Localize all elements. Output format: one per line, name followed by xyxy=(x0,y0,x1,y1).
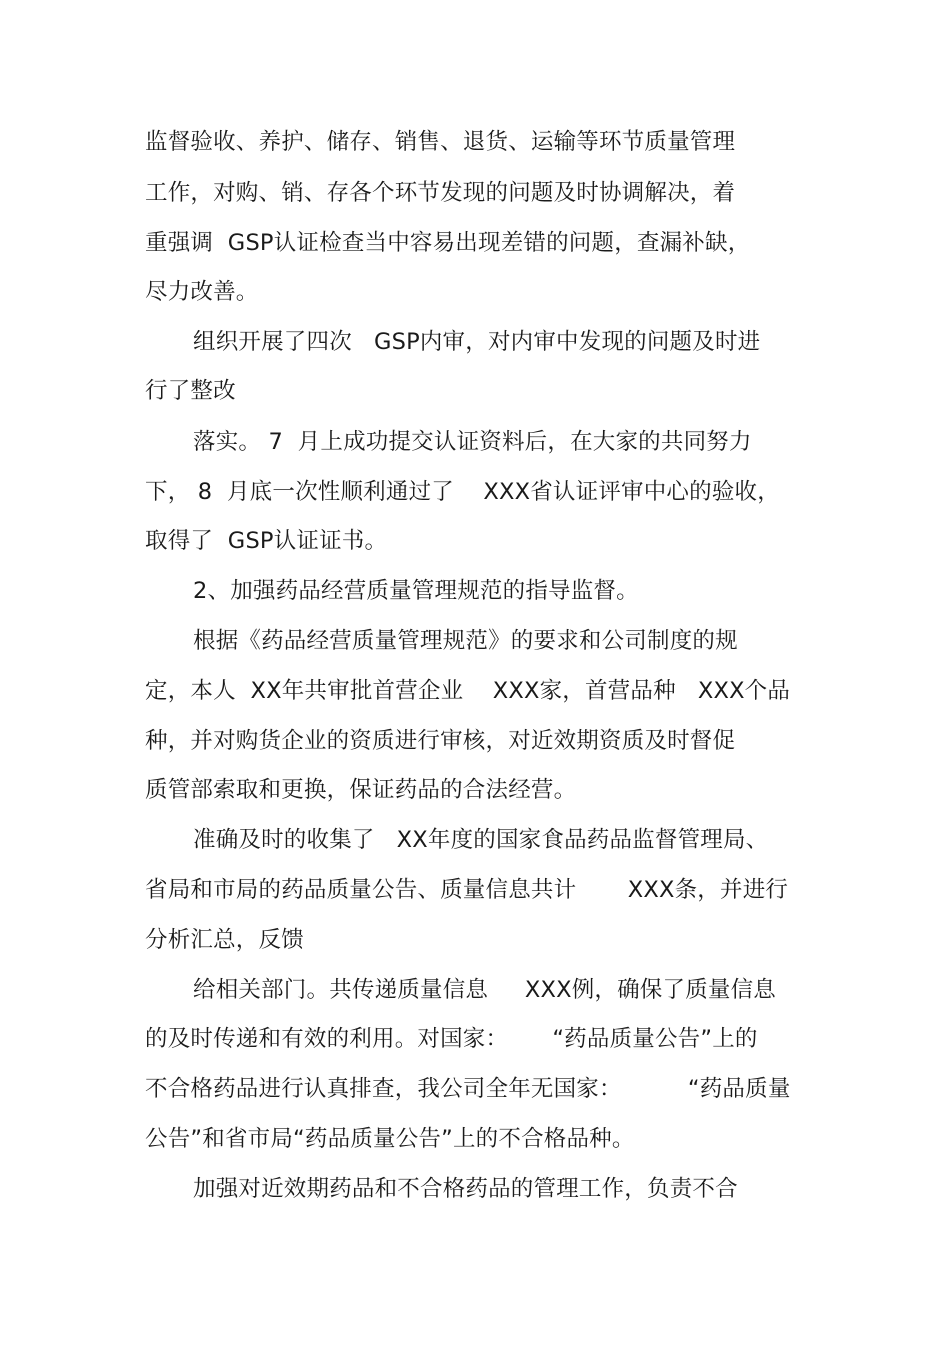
paragraph-start-line: 准确及时的收集了 XX年度的国家食品药品监督管理局、 xyxy=(193,827,769,853)
text-line: 定，本人 XX年共审批首营企业 XXX家，首营品种 XXX个品 xyxy=(145,678,791,704)
text-line: 分析汇总，反馈 xyxy=(145,927,304,953)
text-line: 行了整改 xyxy=(145,378,236,404)
text-line: 工作，对购、销、存各个环节发现的问题及时协调解决，着 xyxy=(145,180,736,206)
paragraph-start-line: 加强对近效期药品和不合格药品的管理工作，负责不合 xyxy=(193,1176,738,1202)
paragraph-start-line: 根据《药品经营质量管理规范》的要求和公司制度的规 xyxy=(193,628,738,654)
paragraph-start-line: 落实。 7 月上成功提交认证资料后，在大家的共同努力 xyxy=(193,429,752,455)
text-line: 监督验收、养护、储存、销售、退货、运输等环节质量管理 xyxy=(145,129,736,155)
text-line: 重强调 GSP认证检查当中容易出现差错的问题，查漏补缺， xyxy=(145,230,751,256)
text-line: 种，并对购货企业的资质进行审核，对近效期资质及时督促 xyxy=(145,728,736,754)
text-line: 尽力改善。 xyxy=(145,279,259,305)
paragraph-start-line: 组织开展了四次 GSP内审，对内审中发现的问题及时进 xyxy=(193,329,761,355)
text-line: 省局和市局的药品质量公告、质量信息共计 XXX条，并进行 xyxy=(145,877,789,903)
text-line: 不合格药品进行认真排查，我公司全年无国家： “药品质量 xyxy=(145,1076,791,1102)
text-line: 取得了 GSP认证证书。 xyxy=(145,528,388,554)
text-line: 公告”和省市局“药品质量公告”上的不合格品种。 xyxy=(145,1126,635,1152)
paragraph-start-line: 给相关部门。共传递质量信息 XXX例，确保了质量信息 xyxy=(193,977,777,1003)
text-line: 下， 8 月底一次性顺利通过了 XXX省认证评审中心的验收， xyxy=(145,479,780,505)
section-heading: 2、加强药品经营质量管理规范的指导监督。 xyxy=(193,578,639,604)
text-line: 质管部索取和更换，保证药品的合法经营。 xyxy=(145,777,577,803)
text-line: 的及时传递和有效的利用。对国家： “药品质量公告”上的 xyxy=(145,1026,758,1052)
